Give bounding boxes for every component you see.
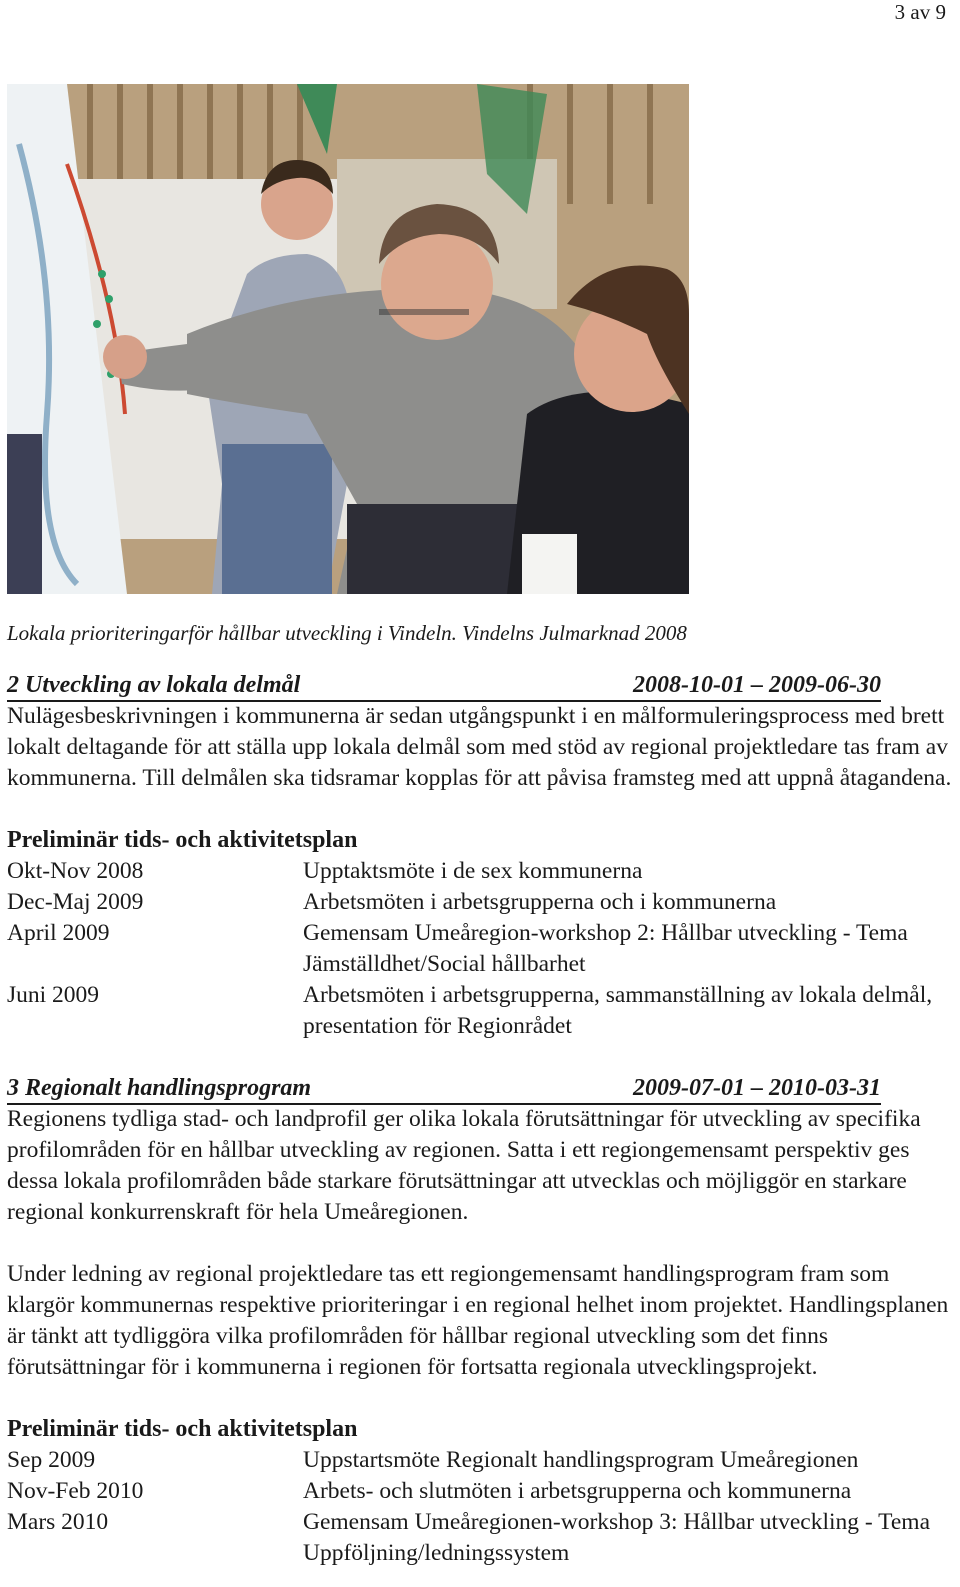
section-2-paragraph: Nulägesbeskrivningen i kommunerna är sedan utgångspunkt i en målformuleringsprocess med brett lokalt deltagande för att ställa upp lokala delmål som med stöd av regional projektledare tas fram av kommunerna. Till delmålen ska tidsramar kopplas för att påvisa framsteg med att uppnå åtagandena. bbox=[7, 703, 952, 791]
plan-when: April 2009 bbox=[7, 920, 110, 946]
plan-when: Nov-Feb 2010 bbox=[7, 1478, 144, 1504]
plan-activity: Gemensam Umeåregionen-workshop 3: Hållbar utveckling - Tema Uppföljning/ledningssystem bbox=[303, 1509, 931, 1566]
plan-activity: Arbetsmöten i arbetsgrupperna, sammanställning av lokala delmål, presentation för Regionrådet bbox=[303, 982, 933, 1039]
plan-row bbox=[7, 1445, 952, 1476]
section-2-dates: 2008-10-01 – 2009-06-30 bbox=[633, 672, 881, 698]
plan-row bbox=[7, 1507, 952, 1569]
section-3-heading bbox=[7, 1073, 881, 1105]
plan-row bbox=[7, 1476, 952, 1507]
plan-when: Juni 2009 bbox=[7, 982, 100, 1008]
plan-row bbox=[7, 856, 952, 887]
plan-when: Sep 2009 bbox=[7, 1447, 96, 1473]
section-2-plan-title: Preliminär tids- och aktivitetsplan bbox=[7, 827, 358, 853]
section-2-plan bbox=[7, 856, 952, 1042]
section-3-paragraph-2: Under ledning av regional projektledare tas ett regiongemensamt handlingsprogram fram som klargör kommunernas respektive prioriteringar i en regional helhet inom projektet. Handlingsplanen är tänkt att tydliggöra vilka profilområden för hållbar regional utveckling som det finns förutsättningar för i kommunerna i regionen för fortsatta regionala utvecklingsprojekt. bbox=[7, 1261, 949, 1380]
section-3-plan bbox=[7, 1445, 952, 1569]
plan-when: Mars 2010 bbox=[7, 1509, 109, 1535]
plan-when: Dec-Maj 2009 bbox=[7, 889, 144, 915]
section-2-heading bbox=[7, 670, 881, 702]
section-3-plan-title: Preliminär tids- och aktivitetsplan bbox=[7, 1416, 358, 1442]
plan-activity: Arbetsmöten i arbetsgrupperna och i kommunerna bbox=[303, 889, 777, 915]
section-2-title: 2 Utveckling av lokala delmål bbox=[7, 672, 301, 698]
section-3-paragraph-1: Regionens tydliga stad- och landprofil ger olika lokala förutsättningar för utveckling av specifika profilområden för en hållbar utveckling av regionen. Satta i ett regiongemensamt perspektiv ges dessa lokala profilområden både starkare förutsättningar att utvecklas och möjliggör en starkare regional konkurrenskraft för hela Umeåregionen. bbox=[7, 1106, 921, 1225]
plan-activity: Arbets- och slutmöten i arbetsgrupperna och kommunerna bbox=[303, 1478, 852, 1504]
plan-row bbox=[7, 887, 952, 918]
photo bbox=[7, 84, 689, 594]
plan-activity: Gemensam Umeåregion-workshop 2: Hållbar utveckling - Tema Jämställdhet/Social hållbarhet bbox=[303, 920, 908, 977]
section-3-title: 3 Regionalt handlingsprogram bbox=[7, 1075, 312, 1101]
page-number: 3 av 9 bbox=[894, 0, 946, 24]
plan-activity: Uppstartsmöte Regionalt handlingsprogram Umeåregionen bbox=[303, 1447, 859, 1473]
plan-when: Okt-Nov 2008 bbox=[7, 858, 144, 884]
plan-row bbox=[7, 918, 952, 980]
photo-caption: Lokala prioriteringarför hållbar utveckling i Vindeln. Vindelns Julmarknad 2008 bbox=[7, 621, 687, 645]
section-3-dates: 2009-07-01 – 2010-03-31 bbox=[633, 1075, 881, 1101]
plan-activity: Upptaktsmöte i de sex kommunerna bbox=[303, 858, 643, 884]
plan-row bbox=[7, 980, 952, 1042]
